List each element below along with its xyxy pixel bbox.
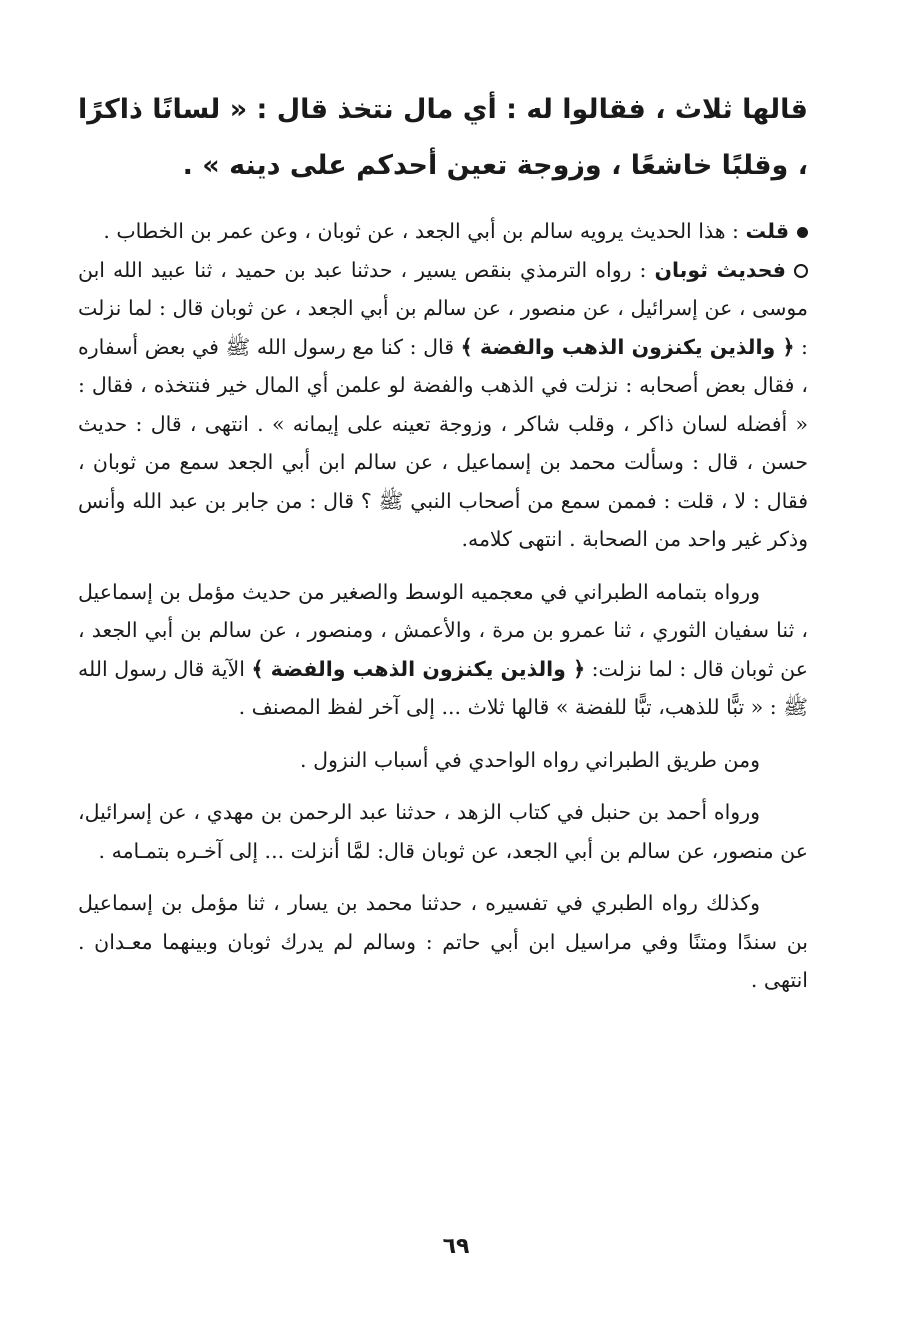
paragraph-tabarani <box>78 573 808 727</box>
tabarani-text-b: الآية قال رسول الله ﷺ : « تبًّا للذهب، تبًّا للفضة » قالها ثلاث ... إلى آخر لفظ المصنف . <box>78 656 808 719</box>
thawban-label: فحديث ثوبان <box>654 257 786 282</box>
tabarani-text-a: ورواه بتمامه الطبراني في معجميه الوسط والصغير من حديث مؤمل بن إسماعيل ، ثنا سفيان الثوري ، ثنا عمرو بن مرة ، والأعمش ، ومنصور ، عن سالم بن أبي الجعد ، عن ثوبان قال : لما نزلت: <box>78 579 808 681</box>
paragraph-wahidi: ومن طريق الطبراني رواه الواحدي في أسباب النزول . <box>300 747 760 772</box>
qult-text: : هذا الحديث يرويه سالم بن أبي الجعد ، عن ثوبان ، وعن عمر بن الخطاب . <box>103 219 739 243</box>
paragraph-qult <box>78 212 808 251</box>
thawban-text-b: قال : كنا مع رسول الله ﷺ في بعض أسفاره ، فقال بعض أصحابه : نزلت في الذهب والفضة لو علمن أي المال خير فنتخذه ، فقال : « أفضله لسان ذاكر ، وقلب شاكر ، وزوجة تعينه على إيمانه » . انتهى ، قال : حديث حسن ، قال : وسألت محمد بن إسماعيل ، عن سالم ابن أبي الجعد سمع من ثوبان ، فقال : لا ، قلت : فممن سمع من أصحاب النبي ﷺ ؟ قال : من جابر بن عبد الله وأنس وذكر غير واحد من الصحابة . انتهى كلامه. <box>78 334 808 551</box>
qult-label: قلت <box>745 219 789 243</box>
quran-quote: ﴿ والذين يكنزون الذهب والفضة ﴾ <box>460 334 795 359</box>
paragraph-tabari: وكذلك رواه الطبري في تفسيره ، حدثنا محمد بن يسار ، ثنا مؤمل بن إسماعيل بن سندًا ومتنًا وفي مراسيل ابن أبي حاتم : وسالم لم يدرك ثوبان وبينهما معـدان . انتهى . <box>78 891 808 992</box>
thawban-text-a: : رواه الترمذي بنقص يسير ، حدثنا عبد بن حميد ، ثنا عبيد الله ابن موسى ، عن إسرائيل ، عن منصور ، عن سالم بن أبي الجعد ، عن ثوبان قال : لما نزلت : <box>78 257 808 359</box>
paragraph-thawban-hadith <box>78 251 808 559</box>
quran-quote-2: ﴿ والذين يكنزون الذهب والفضة ﴾ <box>251 656 586 681</box>
open-circle-bullet-icon <box>794 264 808 278</box>
paragraph-ahmad: ورواه أحمد بن حنبل في كتاب الزهد ، حدثنا عبد الرحمن بن مهدي ، عن إسرائيل، عن منصور، عن سالم بن أبي الجعد، عن ثوبان قال: لمَّا أنزلت ... إلى آخـره بتمـامه . <box>78 800 808 863</box>
page-body <box>78 82 808 1000</box>
filled-bullet-icon <box>797 227 808 238</box>
page-number: ٦٩ <box>442 1234 470 1259</box>
heading-paragraph: قالها ثلاث ، فقالوا له : أي مال نتخذ قال : « لسانًا ذاكرًا ، وقلبًا خاشعًا ، وزوجة تعين أحدكم على دينه » . <box>78 94 808 181</box>
